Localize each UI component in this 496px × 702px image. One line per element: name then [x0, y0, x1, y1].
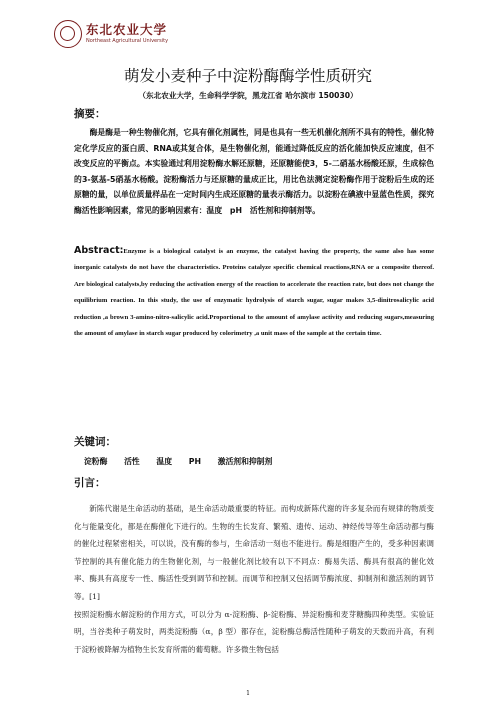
logo-text-cn: 东北农业大学	[86, 22, 168, 37]
abstract-en-lead: Abstract:	[74, 245, 124, 256]
abstract-cn-heading: 摘要：	[74, 108, 106, 120]
paper-title: 萌发小麦种子中淀粉酶酶学性质研究	[123, 67, 372, 85]
university-logo	[52, 18, 202, 58]
intro-body	[74, 500, 434, 658]
abstract-en	[74, 243, 434, 342]
keyword-item: 淀粉酶	[84, 457, 108, 466]
logo-text-en: Northeast Agricultural University	[86, 38, 169, 44]
intro-heading: 引言：	[74, 477, 106, 489]
intro-paragraph-2: 按照淀粉酶水解淀粉的作用方式，可以分为 α-淀粉酶、β-淀粉酶、异淀粉酶和麦芽糖酶四种类型。实验证明，当谷类种子萌发时，两类淀粉酶（α，β 型）都存在，淀粉酶总酶活性随种子萌发的天数而升高，有利于淀粉被降解为植物生长发育所需的葡萄糖。许多微生物包括	[74, 609, 434, 654]
affiliation: （东北农业大学，生命科学学院，黑龙江省 哈尔滨市 150030）	[138, 91, 358, 100]
keywords-heading: 关键词：	[74, 436, 116, 448]
keyword-item: 激活剂和抑制剂	[217, 457, 273, 466]
keyword-item: 温度	[156, 457, 173, 466]
page-number: 1	[246, 690, 250, 697]
abstract-en-text: Enzyme is a biological catalyst is an enzyme, the catalyst having the property, the same also has some inorganic catalysts do not have the characteristics. Proteins catalyze specific chemical reactions,RNA or a composite thereof. Are biological catalysts,by reducing the activation energy of the reaction to accelerate the reaction rate, but does not change the equilibrium reaction. In this study, the use of enzymatic hydrolysis of starch sugar, sugar makes 3,5-dinitrosalicylic acid reduction ,a brown 3-amino-nitro-salicylic acid.Proportional to the amount of amylase activity and reducing sugars,measuring the amount of amylase in starch sugar produced by colorimetry ,a unit mass of the sample at the certain time.	[74, 248, 434, 338]
keyword-item: PH	[188, 457, 201, 466]
abstract-cn-text: 酶是酶是一种生物催化剂，它具有催化剂属性，同是也具有一些无机催化剂所不具有的特性，催化特定化学反应的蛋白质、RNA或其复合体，是生物催化剂，能通过降低反应的活化能加快反应速度，但不改变反应的平衡点。本实验通过利用淀粉酶水解还原糖，还原糖能使3，5-二硝基水杨酸还原，生成棕色的3-氨基-5硝基水杨酸。淀粉酶活力与还原糖的量成正比，用比色法测定淀粉酶作用于淀粉后生成的还原糖的量，以单位质量样品在一定时间内生成还原糖的量表示酶活力。以淀粉在碘液中显蓝色性质，探究酶活性影响因素，常见的影响因素有：温度 pH 活性剂和抑制剂等。	[74, 128, 434, 215]
university-seal-icon	[54, 20, 82, 48]
keyword-item: 活性	[124, 457, 140, 466]
keywords-list	[84, 456, 286, 467]
intro-paragraph-1: 新陈代谢是生命活动的基础，是生命活动最重要的特征。而构成新陈代谢的许多复杂而有规律的物质变化与能量变化，都是在酶催化下进行的。生物的生长发育、繁殖、遗传、运动、神经传导等生命活动都与酶的催化过程紧密相关，可以说，没有酶的参与，生命活动一刻也不能进行。酶是细胞产生的，受多种因素调节控制的具有催化能力的生物催化剂，与一般催化剂比较有以下不同点：酶易失活、酶具有很高的催化效率、酶具有高度专一性、酶活性受到调节和控制。而调节和控制又包括调节酶浓度、抑制剂和激活剂的调节等。[1]	[74, 504, 434, 601]
